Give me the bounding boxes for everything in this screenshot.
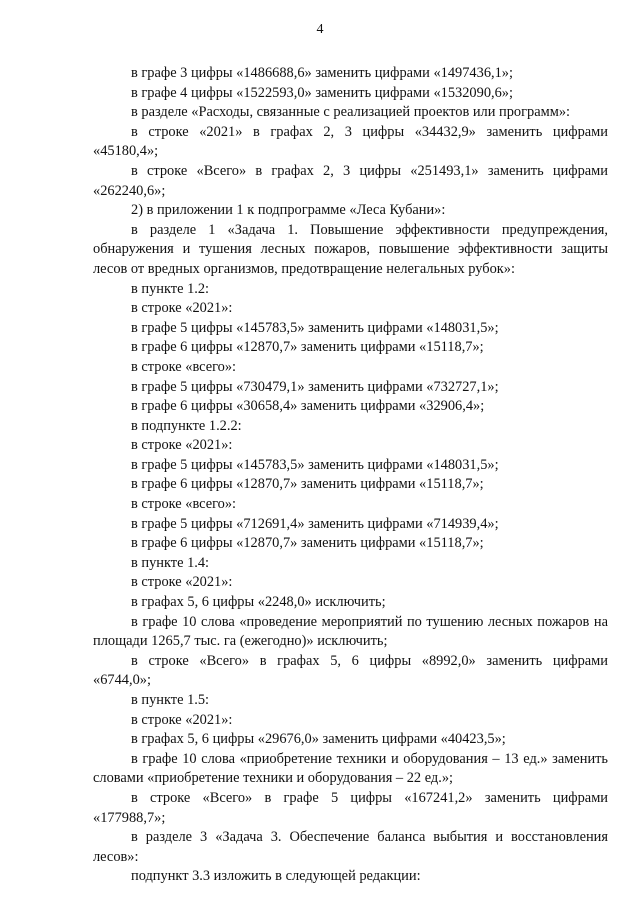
paragraph: в пункте 1.4: — [131, 554, 210, 571]
paragraph: в строке «2021» в графах 2, 3 цифры «34432,9» заменить цифрами «45180,4»; — [93, 123, 608, 160]
paragraph: в графе 5 цифры «145783,5» заменить цифрами «148031,5»; — [131, 456, 499, 473]
paragraph: в пункте 1.5: — [131, 692, 210, 708]
paragraph: в графе 5 цифры «145783,5» заменить цифрами «148031,5»; — [131, 319, 499, 336]
paragraph: в строке «2021»: — [131, 300, 233, 317]
paragraph: 2) в приложении 1 к подпрограмме «Леса Кубани»: — [131, 202, 446, 219]
paragraph: в строке «2021»: — [131, 574, 233, 591]
paragraph: в графе 10 слова «проведение мероприятий по тушению лесных пожаров на площади 1265,7 тыс. га (ежегодно)» исключить; — [93, 613, 608, 650]
paragraph: в строке «всего»: — [131, 496, 237, 513]
page-number: 4 — [316, 22, 324, 37]
paragraph: в графах 5, 6 цифры «29676,0» заменить цифрами «40423,5»; — [131, 731, 506, 748]
paragraph: в графах 5, 6 цифры «2248,0» исключить; — [131, 594, 386, 611]
paragraph: в строке «Всего» в графах 5, 6 цифры «8992,0» заменить цифрами «6744,0»; — [93, 652, 608, 689]
paragraph: в графе 5 цифры «730479,1» заменить цифрами «732727,1»; — [131, 378, 499, 395]
paragraph: в строке «2021»: — [131, 437, 233, 454]
paragraph: в графе 3 цифры «1486688,6» заменить цифрами «1497436,1»; — [131, 65, 513, 81]
paragraph: в разделе 1 «Задача 1. Повышение эффективности предупреждения, обнаружения и тушения лесных пожаров, повышение эффективности защиты лесов от вредных организмов, предотвращение нелегальных рубок»: — [93, 221, 608, 277]
document-body — [93, 64, 608, 887]
paragraph: в строке «2021»: — [131, 711, 233, 728]
paragraph: в графе 6 цифры «12870,7» заменить цифрами «15118,7»; — [131, 476, 484, 493]
paragraph: в графе 4 цифры «1522593,0» заменить цифрами «1532090,6»; — [131, 84, 513, 101]
paragraph: в пункте 1.2: — [131, 280, 210, 297]
paragraph: в строке «Всего» в графах 2, 3 цифры «251493,1» заменить цифрами «262240,6»; — [93, 162, 608, 199]
paragraph: в подпункте 1.2.2: — [131, 417, 242, 434]
paragraph: в строке «Всего» в графе 5 цифры «167241,2» заменить цифрами «177988,7»; — [93, 789, 608, 826]
paragraph: в строке «всего»: — [131, 358, 237, 375]
paragraph: в графе 6 цифры «12870,7» заменить цифрами «15118,7»; — [131, 339, 484, 356]
paragraph: подпункт 3.3 изложить в следующей редакции: — [131, 868, 421, 885]
paragraph: в разделе 3 «Задача 3. Обеспечение баланса выбытия и восстановления лесов»: — [93, 829, 608, 865]
paragraph: в графе 6 цифры «12870,7» заменить цифрами «15118,7»; — [131, 535, 484, 552]
paragraph: в графе 10 слова «приобретение техники и оборудования – 13 ед.» заменить словами «приобретение техники и оборудования – 22 ед.»; — [93, 750, 608, 787]
paragraph: в графе 5 цифры «712691,4» заменить цифрами «714939,4»; — [131, 515, 499, 532]
paragraph: в разделе «Расходы, связанные с реализацией проектов или программ»: — [131, 104, 571, 121]
paragraph: в графе 6 цифры «30658,4» заменить цифрами «32906,4»; — [131, 398, 485, 415]
